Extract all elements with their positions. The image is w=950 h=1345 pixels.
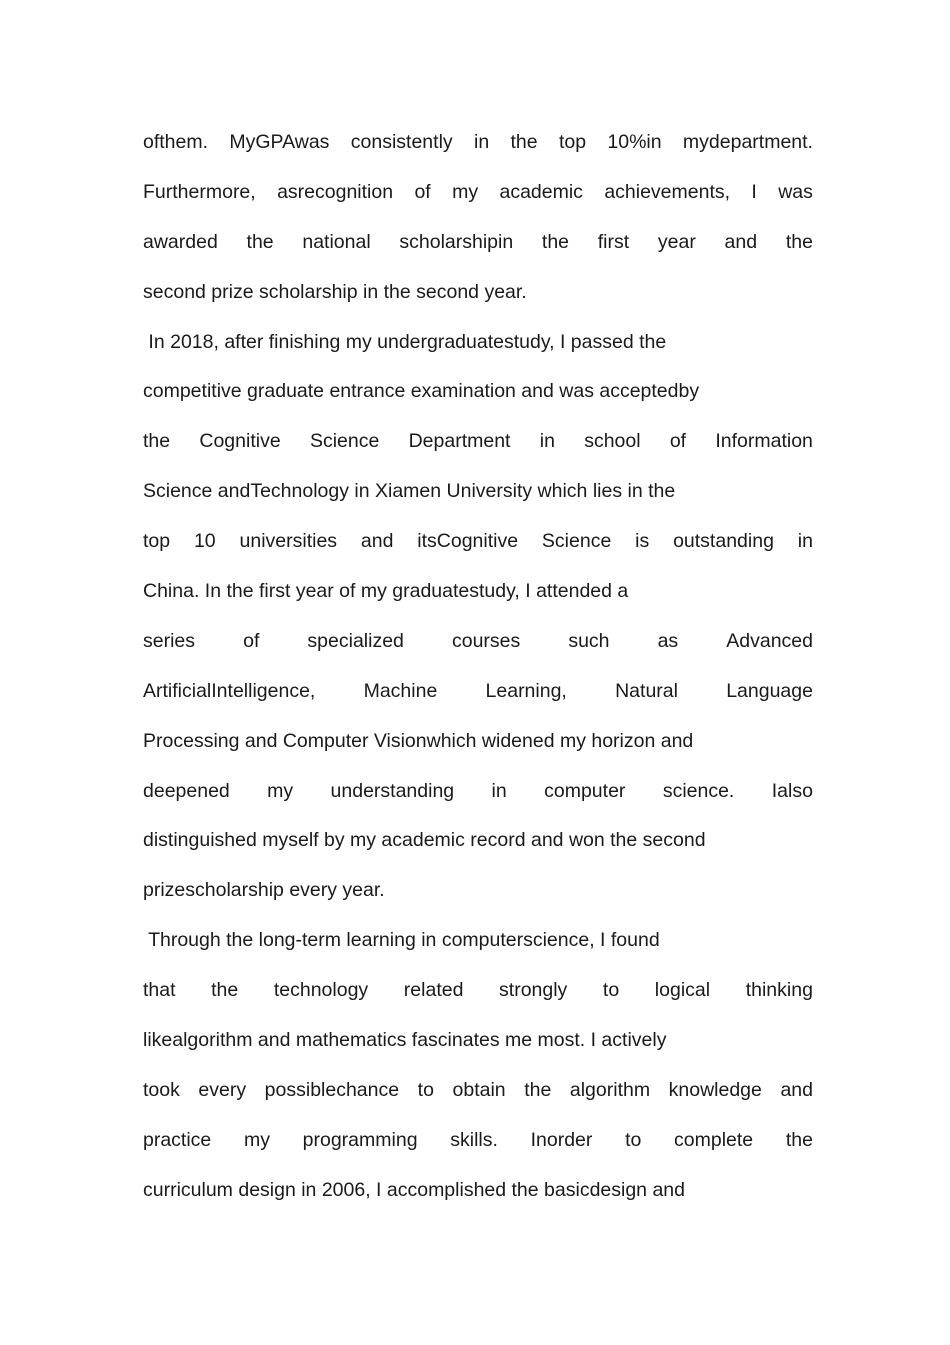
text-line: likealgorithm and mathematics fascinates me most. I actively bbox=[143, 1029, 667, 1052]
text-line: Processing and Computer Visionwhich widened my horizon and bbox=[143, 729, 694, 752]
text-line: ArtificialIntelligence, Machine Learning, Natural Language bbox=[143, 679, 813, 702]
text-line: that the technology related strongly to logical thinking bbox=[143, 979, 813, 1002]
text-line: top 10 universities and itsCognitive Science is outstanding in bbox=[143, 530, 813, 553]
text-line: Furthermore, asrecognition of my academic achievements, I was bbox=[143, 180, 813, 203]
text-line: Science andTechnology in Xiamen University which lies in the bbox=[143, 480, 676, 503]
body-text bbox=[143, 125, 813, 1223]
text-line: Through the long-term learning in computerscience, I found bbox=[143, 929, 660, 952]
text-line: China. In the first year of my graduatestudy, I attended a bbox=[143, 580, 629, 603]
text-line: second prize scholarship in the second year. bbox=[143, 280, 527, 303]
text-line: prizescholarship every year. bbox=[143, 879, 385, 902]
text-line: competitive graduate entrance examination and was acceptedby bbox=[143, 380, 700, 403]
text-line: practice my programming skills. Inorder to complete the bbox=[143, 1128, 813, 1151]
text-line: the Cognitive Science Department in school of Information bbox=[143, 430, 813, 453]
text-line: ofthem. MyGPAwas consistently in the top 10%in mydepartment. bbox=[143, 131, 813, 153]
text-line: took every possiblechance to obtain the algorithm knowledge and bbox=[143, 1078, 813, 1101]
text-line: distinguished myself by my academic record and won the second bbox=[143, 829, 706, 852]
text-line: series of specialized courses such as Advanced bbox=[143, 629, 813, 652]
text-line: In 2018, after finishing my undergraduatestudy, I passed the bbox=[143, 330, 667, 353]
text-line: deepened my understanding in computer science. Ialso bbox=[143, 779, 813, 802]
text-line: curriculum design in 2006, I accomplished the basicdesign and bbox=[143, 1178, 685, 1201]
text-line: awarded the national scholarshipin the first year and the bbox=[143, 230, 813, 253]
